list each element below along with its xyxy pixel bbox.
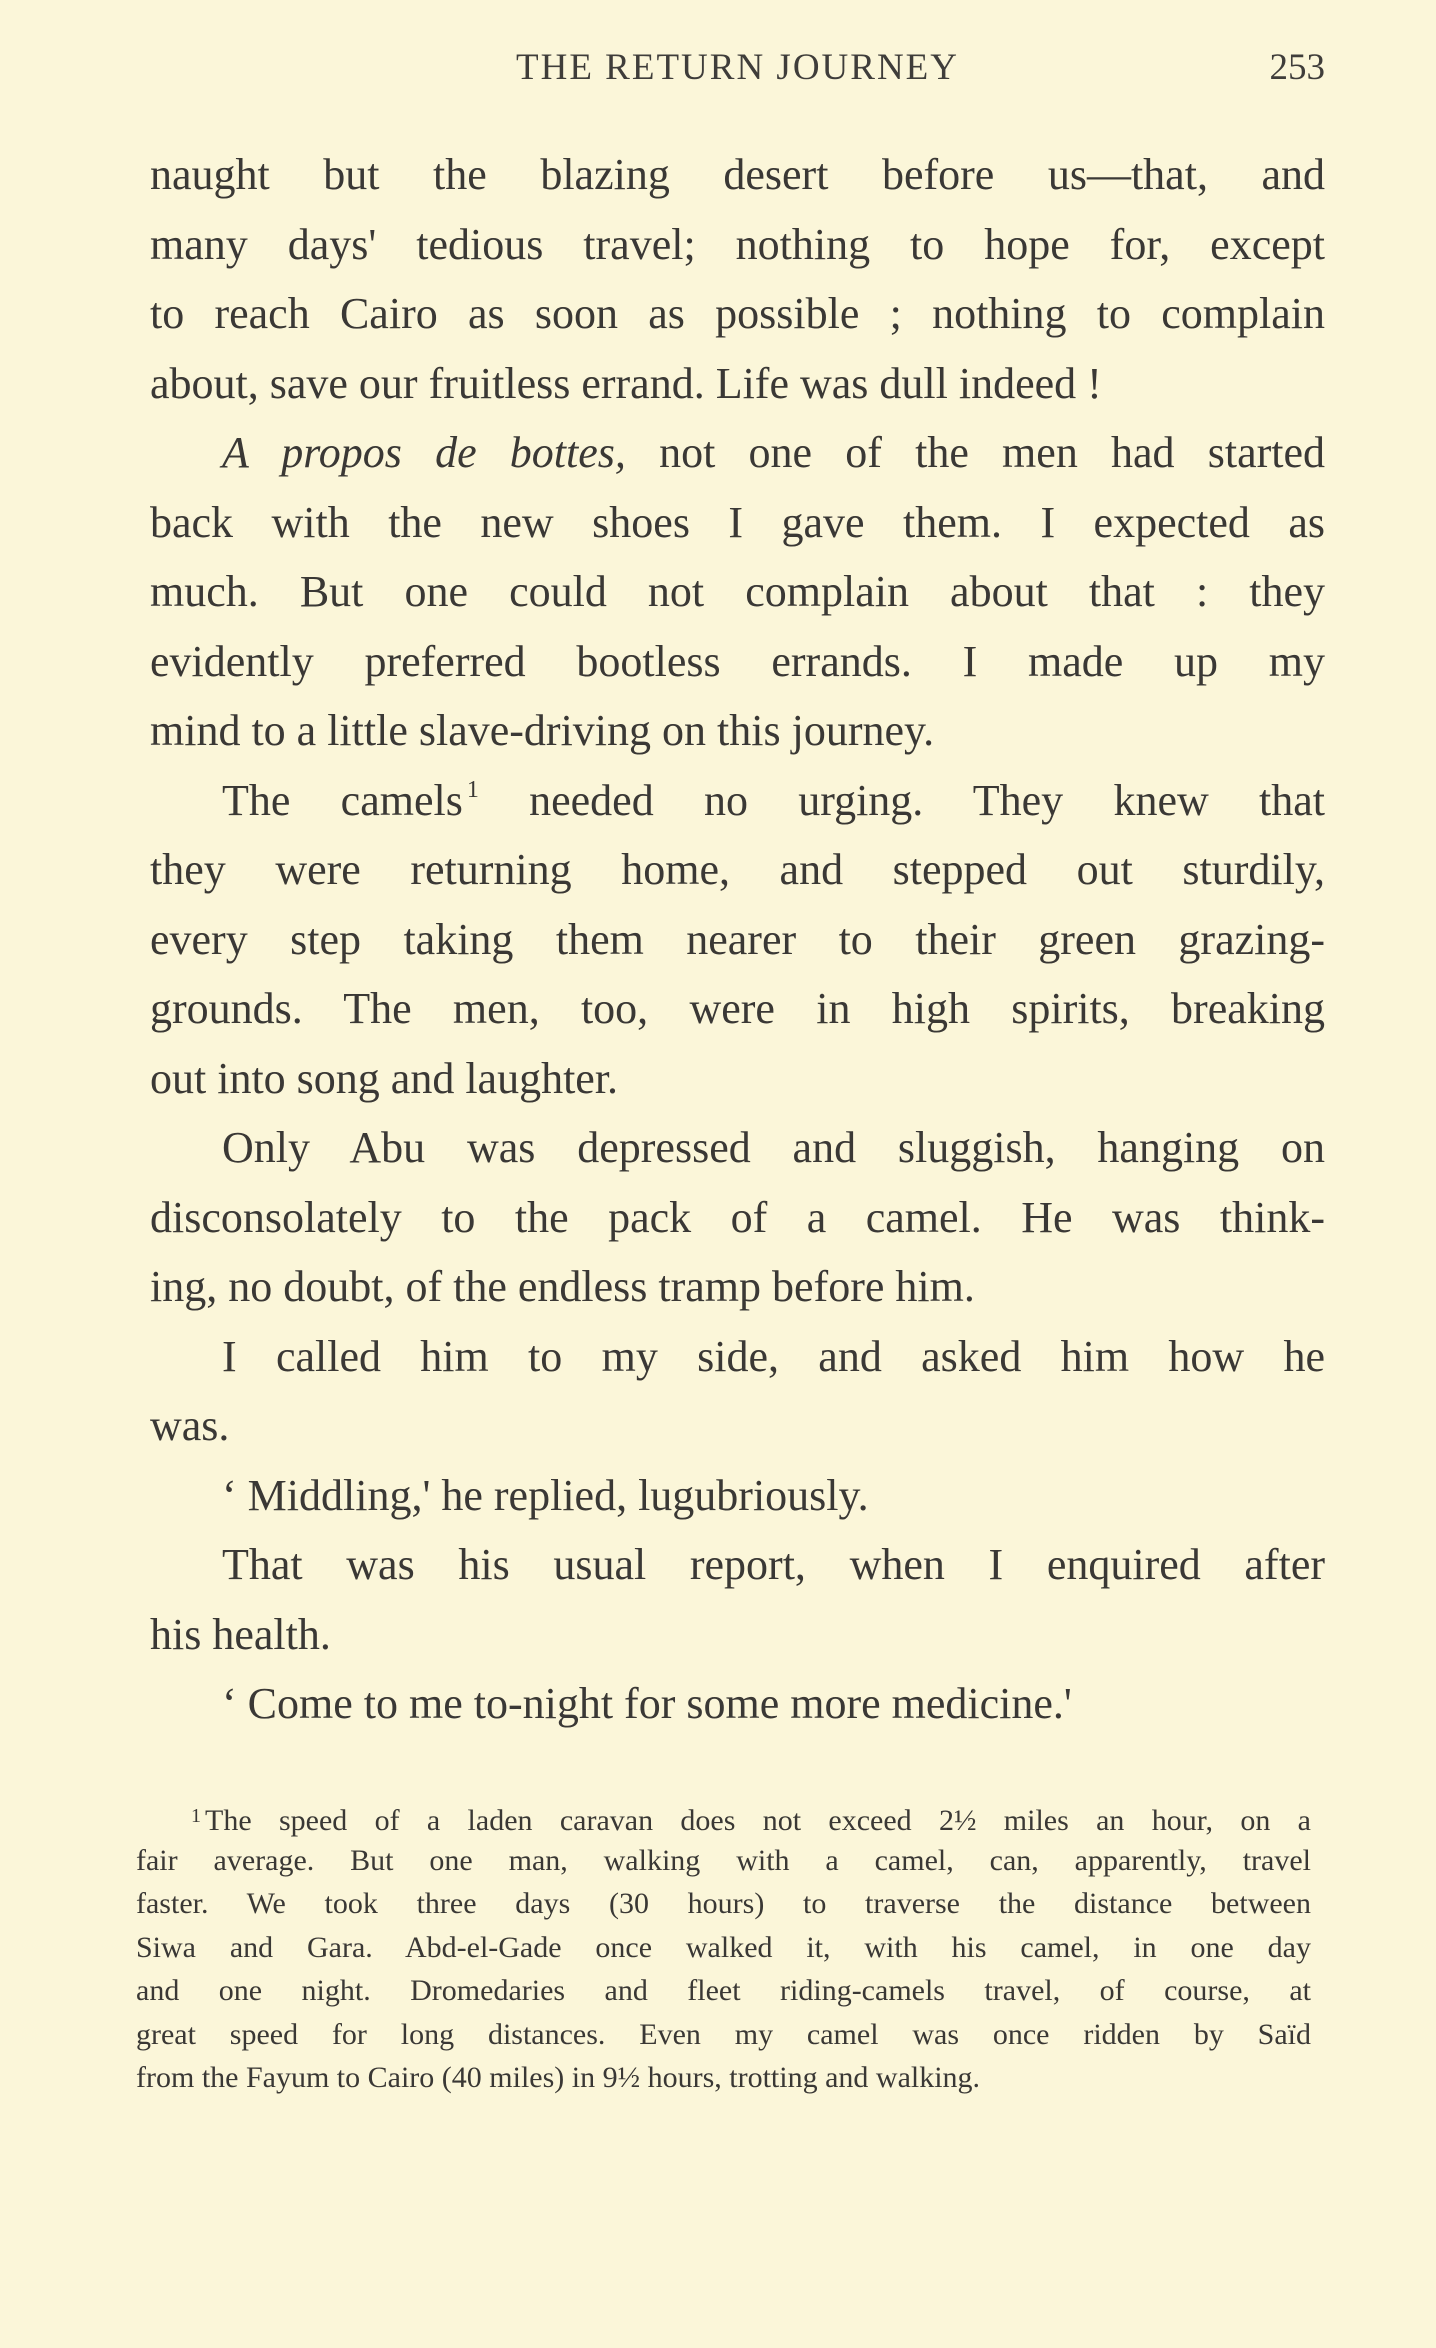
text-line-7: much. But one could not complain about that : they <box>150 567 1325 616</box>
text-line-9: mind to a little slave-driving on this journey. <box>150 706 935 755</box>
text-line-17: ing, no doubt, of the endless tramp before him. <box>150 1262 975 1311</box>
text-line-5-rest: not one of the men had started <box>659 428 1325 477</box>
text-line-16: disconsolately to the pack of a camel. He was think- <box>150 1192 1325 1242</box>
text-line-14: out into song and laughter. <box>150 1053 619 1103</box>
text-line-11: they were returning home, and stepped out sturdily, <box>150 845 1325 894</box>
page-number: 253 <box>1269 47 1325 88</box>
text-line-5 <box>150 418 1325 488</box>
footnote-mark: 1 <box>191 1805 201 1827</box>
running-title: THE RETURN JOURNEY <box>516 47 959 88</box>
text-line-2: many days' tedious travel; nothing to hope for, except <box>150 219 1325 269</box>
text-line-18: I called him to my side, and asked him how he <box>222 1331 1325 1381</box>
footnote <box>136 1795 1311 2100</box>
text-line-10 <box>150 766 1325 836</box>
text-line-8: evidently preferred bootless errands. I made up my <box>150 636 1325 686</box>
text-line-12: every step taking them nearer to their green grazing- <box>150 914 1325 964</box>
text-line-20: ‘ Middling,' he replied, lugubriously. <box>222 1470 869 1520</box>
italic-phrase: A propos de bottes, <box>222 428 626 477</box>
footnote-line-5: and one night. Dromedaries and fleet riding-camels travel, of course, at <box>136 1974 1311 2007</box>
text-line-4: about, save our fruitless errand. Life was dull indeed ! <box>150 358 1102 408</box>
footnote-line-3: faster. We took three days (30 hours) to traverse the distance between <box>136 1887 1311 1920</box>
footnote-line-2: fair average. But one man, walking with a camel, can, apparently, travel <box>136 1843 1311 1877</box>
text-line-23: ‘ Come to me to-night for some more medicine.' <box>222 1679 1072 1728</box>
footnote-line-1-text: The speed of a laden caravan does not exceed 2½ miles an hour, on a <box>205 1804 1311 1837</box>
text-line-22: his health. <box>150 1609 331 1659</box>
text-line-19: was. <box>150 1401 230 1450</box>
text-line-3: to reach Cairo as soon as possible ; nothing to complain <box>150 289 1325 338</box>
text-line-6: back with the new shoes I gave them. I expected as <box>150 497 1325 547</box>
running-head <box>150 46 1325 98</box>
text-line-10-start: The camels <box>222 775 463 825</box>
text-line-15: Only Abu was depressed and sluggish, hanging on <box>222 1123 1325 1172</box>
footnote-line-7: from the Fayum to Cairo (40 miles) in 9½ hours, trotting and walking. <box>136 2061 981 2094</box>
footnote-reference: 1 <box>466 776 479 803</box>
text-line-13: grounds. The men, too, were in high spirits, breaking <box>150 984 1325 1033</box>
text-line-21: That was his usual report, when I enquired after <box>222 1540 1325 1589</box>
body-text <box>150 140 1325 1739</box>
footnote-line-6: great speed for long distances. Even my camel was once ridden by Saïd <box>136 2017 1311 2051</box>
footnote-line-1 <box>136 1795 1311 1839</box>
footnote-line-4: Siwa and Gara. Abd-el-Gade once walked it, with his camel, in one day <box>136 1930 1311 1964</box>
text-line-1: naught but the blazing desert before us—that, and <box>150 150 1325 199</box>
text-line-10-rest: needed no urging. They knew that <box>529 775 1325 825</box>
